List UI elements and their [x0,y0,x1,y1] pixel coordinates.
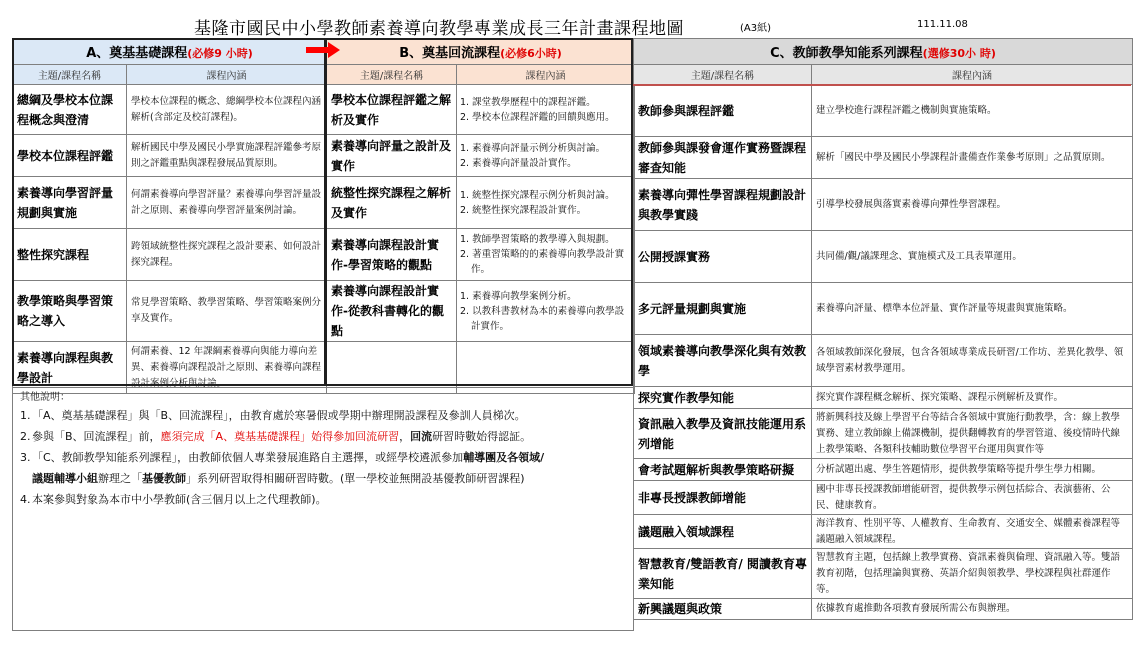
table-row [634,515,1133,549]
table-row [634,481,1133,515]
note-3-text-f: 」系列研習取得相關研習時數。(單一學校並無開設基優教師研習課程) [186,472,525,485]
course-c12-desc: 智慧教育主題，包括線上教學實務、資訊素養與倫理、資訊融入等。雙語教育初階，包括理論與實務、英語介紹與領教學、學校課程與社群運作等。 [812,549,1133,599]
note-3-text-d: 辦理之「 [98,472,142,485]
note-1 [20,405,626,426]
course-c4-name: 公開授課實務 [634,231,812,283]
right-arrow-icon [306,44,340,56]
page-title: 基隆市國民中小學教師素養導向教學專業成長三年計畫課程地圖 [194,19,684,39]
note-3-continued [20,468,626,489]
note-3-number: 3. [20,451,31,464]
column-b-subheader-name: 主題/課程名稱 [327,65,457,85]
course-c10-desc: 國中非專長授課教師增能研習，提供教學示例包括綜合、表演藝術、公民、健康教育。 [812,481,1133,515]
course-b5-item-2: 2. 以教科書教材為本的素養導向教學設計實作。 [460,305,625,332]
note-4 [20,489,626,510]
course-c7-name: 探究實作教學知能 [634,387,812,409]
note-3-bold-c: 基優教師 [142,472,186,485]
table-row [634,599,1133,620]
table-row [634,459,1133,481]
course-c9-desc: 分析試題出處、學生答題情形，提供教學策略等提升學生學力相關。 [812,459,1133,481]
course-c4-desc: 共同備/觀/議課理念、實施模式及工具表單運用。 [812,231,1133,283]
note-2-text-e: 研習時數始得認証。 [432,430,532,443]
table-row [634,549,1133,599]
table-row [634,283,1133,335]
course-c11-desc: 海洋教育、性別平等、人權教育、生命教育、交通安全、媒體素養課程等議題融入領域課程。 [812,515,1133,549]
table-row [13,85,635,135]
course-a2-desc: 解析國民中學及國民小學實施課程評鑑參考原則之評鑑重點與課程發展品質原則。 [127,135,327,177]
course-a4-desc: 跨領域統整性探究課程之設計要素、如何設計探究課程。 [127,229,327,281]
course-a3-desc: 何謂素養導向學習評量？素養導向學習評量設計之原則、素養導向學習評量案例討論。 [127,177,327,229]
note-4-number: 4. [20,493,31,506]
course-b3-item-2: 2. 統整性探究課程設計實作。 [460,204,587,216]
course-c2-name: 教師參與課發會運作實務暨課程審查知能 [634,137,812,179]
course-b2-content [457,135,635,177]
note-2-text-a: 參與「B、回流課程」前， [32,430,161,443]
course-b5-item-1: 1. 素養導向教學案例分析。 [460,290,577,302]
course-map-ab-table [12,38,635,394]
notes-section [12,387,634,631]
course-b4-name: 素養導向課程設計實作-學習策略的觀點 [327,229,457,281]
course-c10-name: 非專長授課教師增能 [634,481,812,515]
course-a2-name: 學校本位課程評鑑 [13,135,127,177]
course-c3-desc: 引導學校發展與落實素養導向彈性學習課程。 [812,179,1133,231]
column-a-title: A、奠基基礎課程 [86,46,188,61]
column-a-required-hours: (必修9 小時) [187,47,253,60]
table-row [13,135,635,177]
note-3-text-a: 「C、教師教學知能系列課程」，由教師依個人專業發展進路自主選擇，或經學校遴派參加 [32,451,464,464]
course-c6-name: 領域素養導向教學深化與有效教學 [634,335,812,387]
course-b1-name: 學校本位課程評鑑之解析及實作 [327,85,457,135]
course-c8-desc: 將新興科技及線上學習平台等結合各領域中實施行動教學，含：線上教學實務、建立教師線上備課機制，提供翻轉教育的學習管道、後疫情時代線上教學策略、各類科技輔助數位學習平台運用與實作等 [812,409,1133,459]
course-c3-name: 素養導向彈性學習課程規劃設計與教學實踐 [634,179,812,231]
course-c9-name: 會考試題解析與教學策略研擬 [634,459,812,481]
course-a5-desc: 常見學習策略、教學習策略、學習策略案例分享及實作。 [127,281,327,342]
course-c12-name: 智慧教育/雙語教育/ 閱讀教育專業知能 [634,549,812,599]
course-c13-name: 新興議題與政策 [634,599,812,620]
course-b1-item-1: 1. 課堂教學歷程中的課程評鑑。 [460,96,596,108]
note-2-bold: 回流 [410,430,433,443]
table-row [634,409,1133,459]
header [0,13,1140,37]
table-row [634,387,1133,409]
course-b3-content [457,177,635,229]
column-b-title: B、奠基回流課程 [399,46,501,61]
course-c8-name: 資訊融入教學及資訊技能運用系列增能 [634,409,812,459]
column-c-subheader-desc: 課程內涵 [812,65,1133,85]
course-b4-content [457,229,635,281]
course-c5-desc: 素養導向評量、標準本位評量、實作評量等規畫與實施策略。 [812,283,1133,335]
course-b6-empty-cell [457,342,635,394]
column-c-subheader-name: 主題/課程名稱 [634,65,812,85]
course-a6-name: 素養導向課程與教學設計 [13,342,127,394]
course-a3-name: 素養導向學習評量規劃與實施 [13,177,127,229]
course-a1-desc: 學校本位課程的概念、總綱學校本位課程內涵解析(含部定及校訂課程)。 [127,85,327,135]
course-c2-desc: 解析「國民中學及國民小學課程計畫備查作業參考原則」之品質原則。 [812,137,1133,179]
column-c-header-divider [633,84,1131,86]
course-b4-item-1: 1. 教師學習策略的教學導入與規劃。 [460,234,615,245]
table-row [634,179,1133,231]
column-b-required-hours: (必修6小時) [500,47,562,60]
course-a5-name: 教學策略與學習策略之導入 [13,281,127,342]
course-b5-name: 素養導向課程設計實作-從教科書轉化的觀點 [327,281,457,342]
course-b4-item-2: 2. 著重習策略的的素養導向教學設計實作。 [460,249,625,275]
course-b3-name: 統整性探究課程之解析及實作 [327,177,457,229]
note-2-warning: 應須完成「A、奠基基礎課程」始得參加回流研習 [160,430,400,443]
course-b1-content [457,85,635,135]
table-row [13,229,635,281]
note-2 [20,426,626,447]
table-row [634,85,1133,137]
course-map-c-table [633,38,1133,620]
column-b-header [327,39,635,65]
table-row [634,137,1133,179]
column-a-subheader-name: 主題/課程名稱 [13,65,127,85]
course-c1-desc: 建立學校進行課程評鑑之機制與實施策略。 [812,85,1133,137]
table-row [13,281,635,342]
course-b6-empty-cell [327,342,457,394]
note-4-text: 本案參與對象為本市中小學教師(含三個月以上之代理教師)。 [32,493,327,506]
note-2-text-c: ， [399,430,411,443]
column-a-header [13,39,327,65]
course-b5-content [457,281,635,342]
course-c7-desc: 探究實作課程概念解析、探究策略、課程示例解析及實作。 [812,387,1133,409]
course-a6-desc: 何謂素養、12 年課綱素養導向與能力導向差異、素養導向課程設計之原則、素養導向課程設計案例分析與討論。 [127,342,327,394]
column-c-elective-hours: (選修30小 時) [922,47,996,60]
course-c6-desc: 各領域教師深化發展，包含各領域專業成長研習/工作坊、差異化教學、領域學習素材教學運用。 [812,335,1133,387]
note-3-bold-a: 輔導團及各領域/ [463,451,545,464]
table-row [634,231,1133,283]
notes-title: 其他說明： [20,392,70,403]
course-a1-name: 總綱及學校本位課程概念與澄清 [13,85,127,135]
course-c1-name: 教師參與課程評鑑 [634,85,812,137]
course-b2-item-1: 1. 素養導向評量示例分析與討論。 [460,142,606,154]
paper-size-label: (A3紙) [740,23,772,34]
course-b1-item-2: 2. 學校本位課程評鑑的回饋與應用。 [460,111,615,123]
table-row [634,335,1133,387]
note-3 [20,447,626,468]
course-c13-desc: 依據教育處推動各項教育發展所需公布與辦理。 [812,599,1133,620]
note-2-number: 2. [20,430,31,443]
column-b-subheader-desc: 課程內涵 [457,65,635,85]
course-c11-name: 議題融入領域課程 [634,515,812,549]
column-a-subheader-desc: 課程內涵 [127,65,327,85]
column-c-header [634,39,1133,65]
course-b3-item-1: 1. 統整性探究課程示例分析與討論。 [460,189,615,201]
table-row [13,177,635,229]
course-b2-name: 素養導向評量之設計及實作 [327,135,457,177]
note-3-bold-b: 議題輔導小組 [32,472,98,485]
note-1-number: 1. [20,409,31,422]
course-c5-name: 多元評量規劃與實施 [634,283,812,335]
table-row [13,342,635,394]
column-c-title: C、教師教學知能系列課程 [770,46,923,61]
course-b2-item-2: 2. 素養導向評量設計實作。 [460,157,577,169]
note-1-text: 「A、奠基基礎課程」與「B、回流課程」，由教育處於寒暑假或學期中辦理開設課程及參訓人員梯次。 [32,409,526,422]
course-a4-name: 整性探究課程 [13,229,127,281]
document-date: 111.11.08 [917,19,968,30]
